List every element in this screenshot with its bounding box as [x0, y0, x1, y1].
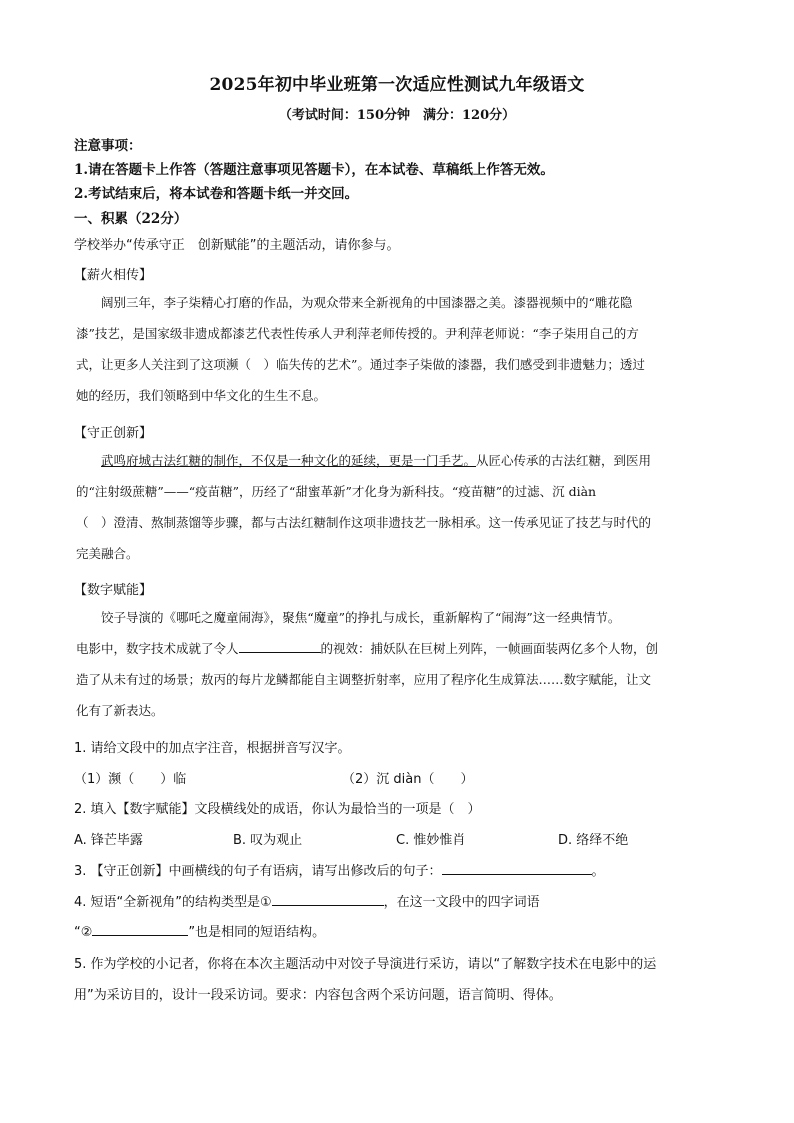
passage-text: 从匠心传承的古法红糖，到医用	[476, 453, 652, 468]
question-5: 5. 作为学校的小记者，你将在本次主题活动中对饺子导演进行采访，请以“了解数字技术在电影中的运	[74, 957, 657, 972]
question-2: 2. 填入【数字赋能】文段横线处的成语，你认为最恰当的一项是（ ）	[74, 802, 481, 817]
question-text: ，在这一文段中的四字词语	[383, 895, 540, 910]
question-text: “②	[74, 925, 93, 940]
question-text: 3. 【守正创新】中画横线的句子有语病，请写出修改后的句子：	[74, 864, 442, 879]
part-title-xinhuo: 【薪火相传】	[74, 268, 153, 283]
passage-line: 式，让更多人关注到了这项濒（ ）临失传的艺术”。通过李子柒做的漆器，我们感受到非遗魅力；透过	[76, 357, 645, 372]
passage-line: 阔别三年，李子柒精心打磨的作品，为观众带来全新视角的中国漆器之美。漆器视频中的“雕花隐	[101, 295, 633, 310]
section-intro: 学校举办“传承守正 创新赋能”的主题活动，请你参与。	[74, 238, 400, 253]
passage-line	[76, 449, 721, 480]
option-b: B. 叹为观止	[233, 833, 303, 848]
option-d: D. 络绎不绝	[558, 833, 629, 848]
notice-item-1: 1.请在答题卡上作答（答题注意事项见答题卡），在本试卷、草稿纸上作答无效。	[74, 162, 554, 178]
passage-shouzheng	[76, 449, 721, 573]
answer-blank	[239, 638, 321, 653]
question-4	[74, 891, 540, 910]
passage-line: 造了从未有过的场景；敖丙的每片龙鳞都能自主调整折射率，应用了程序化生成算法……数字赋能，让文	[76, 672, 652, 687]
question-1-part-2: （2）沉 diàn（ ）	[342, 772, 474, 787]
question-text: 。	[591, 864, 605, 879]
passage-line: 完美融合。	[76, 546, 139, 561]
option-c: C. 惟妙惟肖	[396, 833, 466, 848]
question-5-cont: 用”为采访目的，设计一段采访词。要求：内容包含两个采访问题，语言简明、得体。	[74, 988, 562, 1003]
part-title-shouzheng: 【守正创新】	[74, 426, 153, 441]
passage-shuzi	[76, 606, 721, 730]
question-1-part-1: （1）濒（ ）临	[74, 772, 187, 787]
question-text: ”也是相同的短语结构。	[188, 925, 326, 940]
passage-xinhuo	[76, 291, 721, 415]
notice-item-2: 2.考试结束后，将本试卷和答题卡纸一并交回。	[74, 186, 359, 202]
exam-info: （考试时间：150分钟 满分：120分）	[278, 108, 516, 123]
notice-heading: 注意事项：	[74, 138, 142, 154]
passage-line: （ ）澄清、熬制蒸馏等步骤，都与古法红糖制作这项非遗技艺一脉相承。这一传承见证了技艺与时代的	[76, 515, 652, 530]
question-3	[74, 860, 605, 879]
passage-line: 她的经历，我们领略到中华文化的生生不息。	[76, 388, 327, 403]
passage-line: 的“注射级蔗糖”——“疫苗糖”，历经了“甜蜜革新”才化身为新科技。“疫苗糖”的过滤、沉 diàn	[76, 484, 597, 499]
part-title-shuzi: 【数字赋能】	[74, 583, 153, 598]
answer-blank	[272, 891, 384, 906]
passage-line: 化有了新表达。	[76, 703, 164, 718]
underlined-sentence: 武鸣府城古法红糖的制作，不仅是一种文化的延续，更是一门手艺。	[101, 453, 477, 468]
passage-line	[76, 637, 721, 668]
passage-line: 饺子导演的《哪吒之魔童闹海》，聚焦“魔童”的挣扎与成长，重新解构了“闹海”这一经典情节。	[101, 610, 621, 625]
question-1: 1. 请给文段中的加点字注音，根据拼音写汉字。	[74, 741, 351, 756]
question-4-cont	[74, 921, 325, 940]
passage-text: 的视效：捕妖队在巨树上列阵，一帧画面装两亿多个人物，创	[320, 641, 659, 656]
answer-blank	[442, 860, 592, 875]
section-heading: 一、积累（22分）	[74, 211, 188, 227]
option-a: A. 锋芒毕露	[74, 833, 143, 848]
answer-blank	[92, 921, 188, 936]
question-text: 4. 短语“全新视角”的结构类型是①	[74, 895, 272, 910]
passage-text: 电影中，数字技术成就了令人	[76, 641, 239, 656]
page-title: 2025年初中毕业班第一次适应性测试九年级语文	[209, 75, 585, 95]
passage-line: 漆”技艺，是国家级非遗成都漆艺代表性传承人尹利萍老师传授的。尹利萍老师说：“李子柒用自己的方	[76, 326, 639, 341]
